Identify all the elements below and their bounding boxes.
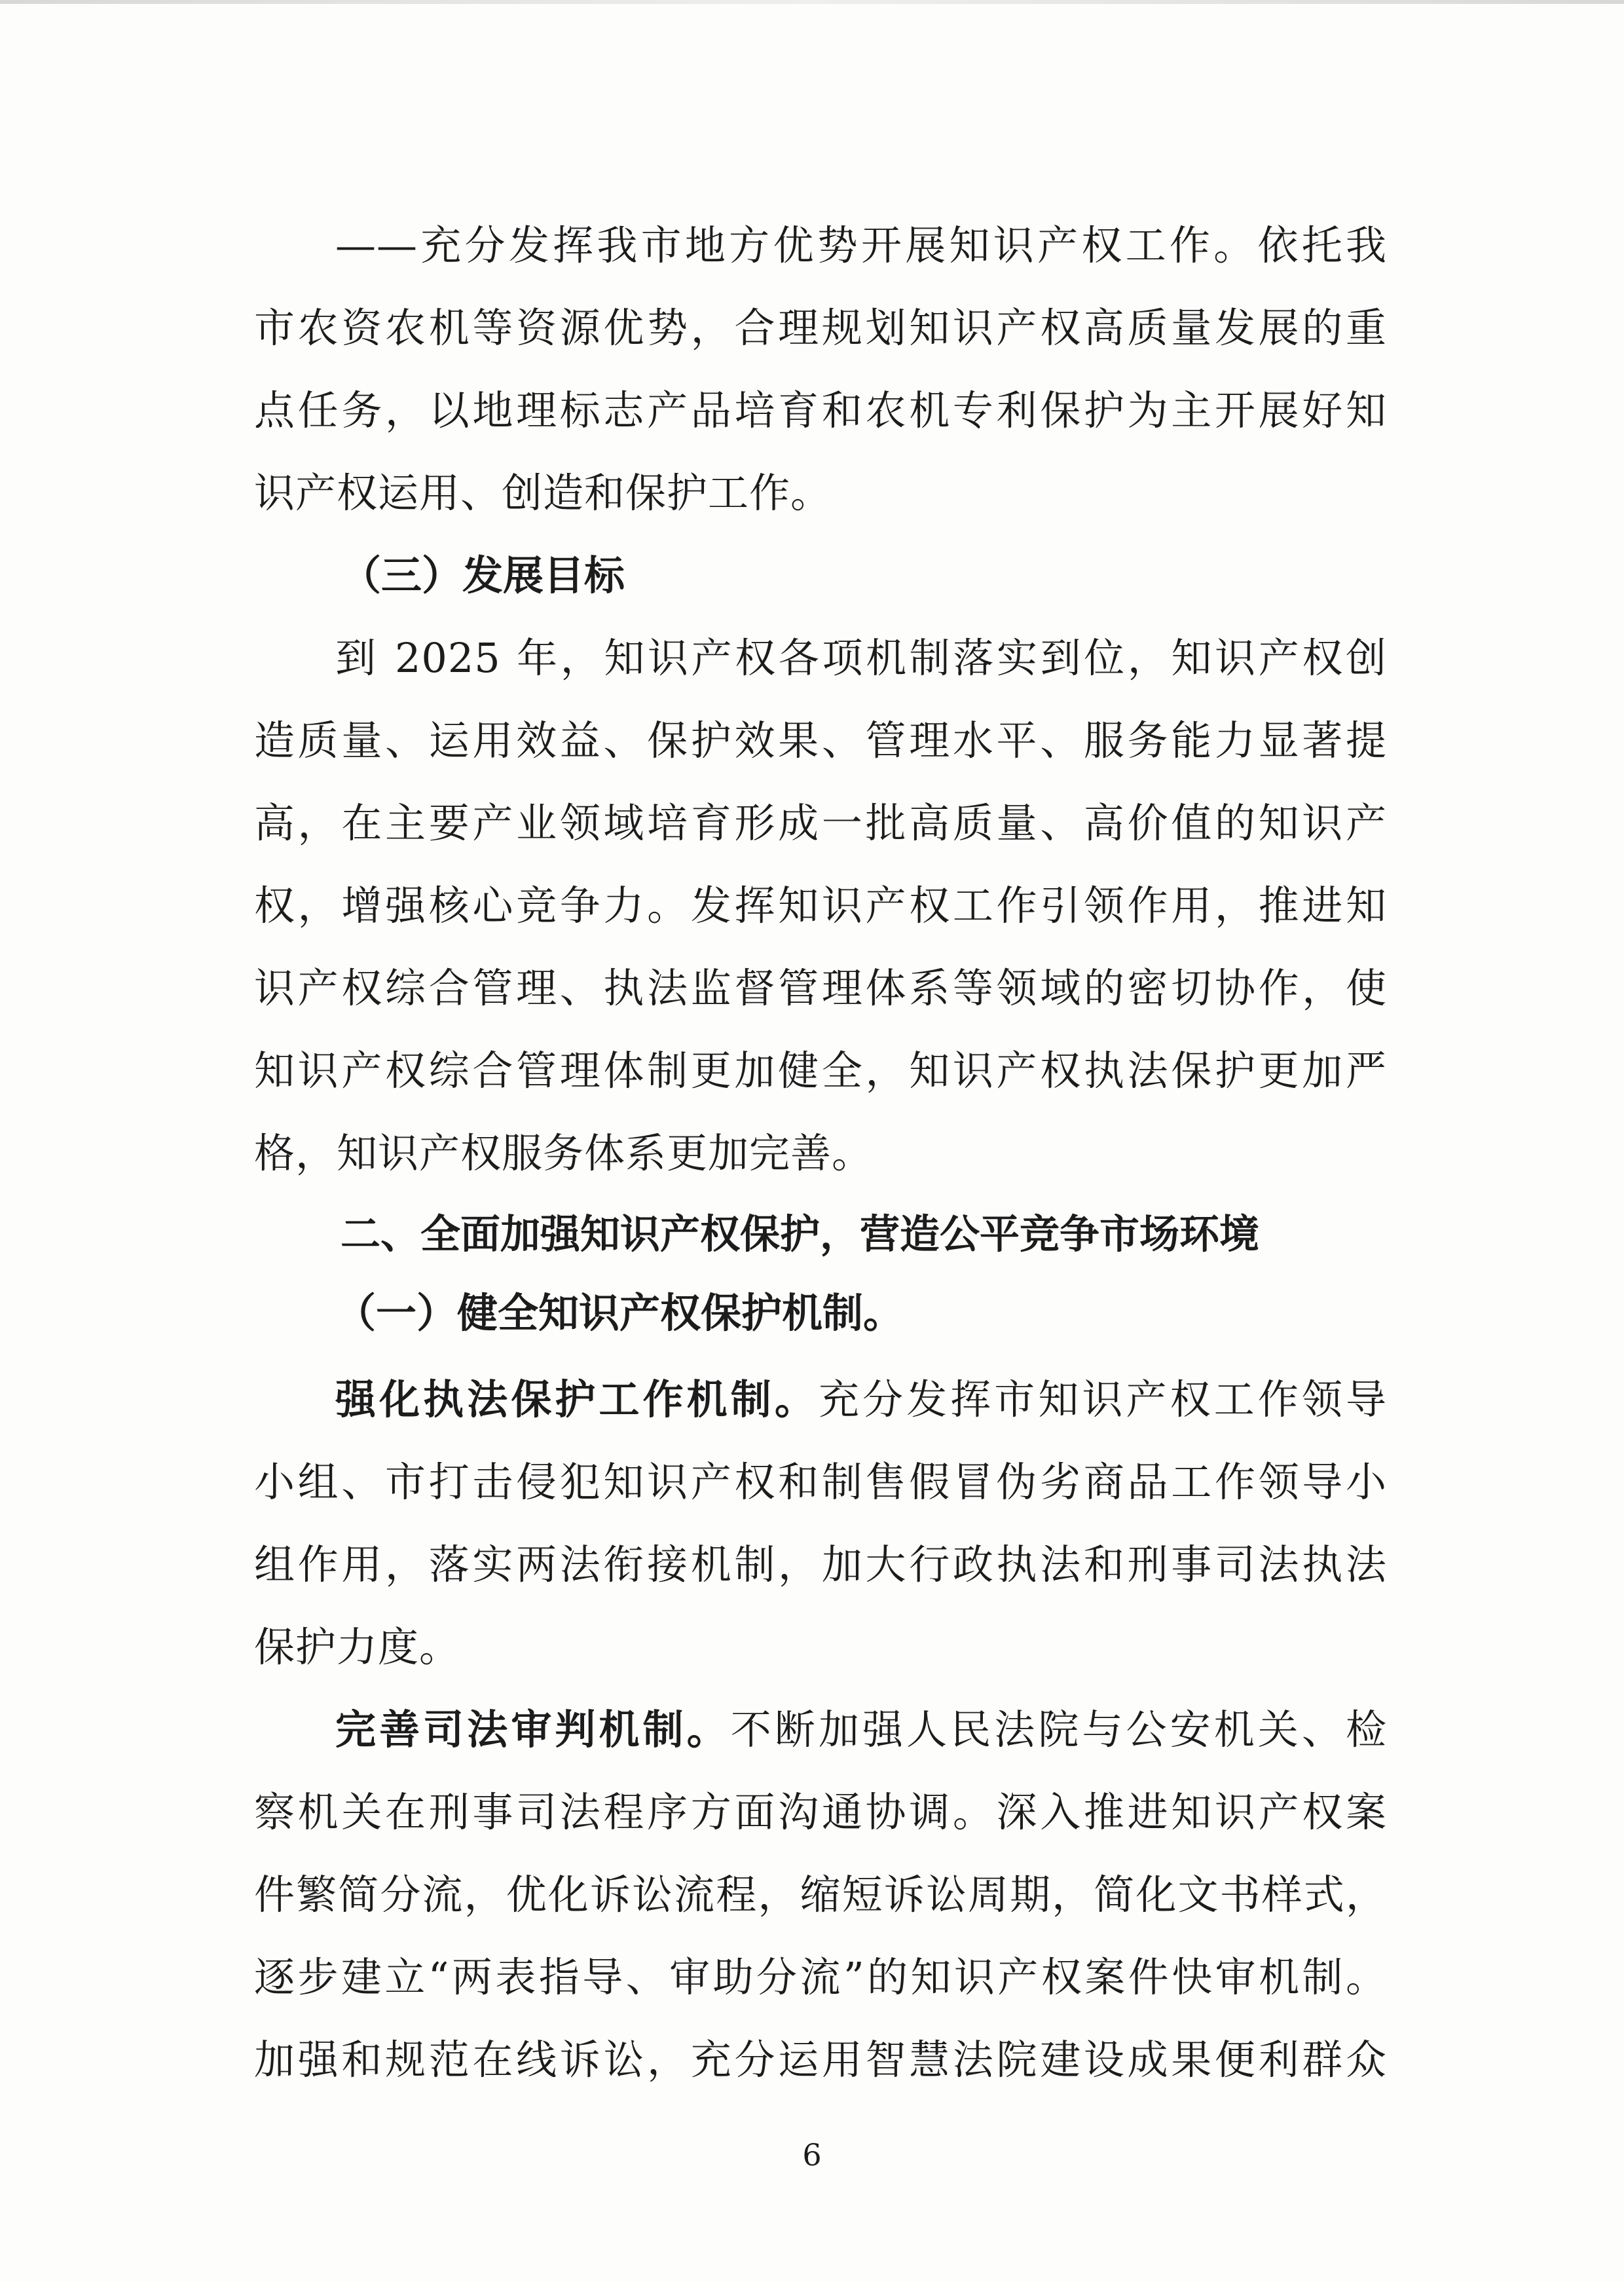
paragraph-3-first-rest: 充分发挥市知识产权工作领导	[818, 1375, 1387, 1423]
page-number: 6	[802, 2137, 822, 2173]
paragraph-3-lead: 强化执法保护工作机制。	[335, 1375, 819, 1423]
heading-development-goals: （三）发展目标	[341, 552, 625, 599]
paragraph-2-line-2: 造质量、运用效益、保护效果、管理水平、服务能力显著提	[254, 717, 1387, 764]
paragraph-4-first-rest: 不断加强人民法院与公安机关、检	[730, 1706, 1387, 1753]
paragraph-1-line-4: 识产权运用、创造和保护工作。	[254, 469, 832, 517]
paragraph-4-line-4: 逐步建立“两表指导、审助分流”的知识产权案件快审机制。	[254, 1953, 1387, 2001]
paragraph-1-line-3: 点任务，以地理标志产品培育和农机专利保护为主开展好知	[254, 386, 1387, 434]
paragraph-2-line-5: 识产权综合管理、执法监督管理体系等领域的密切协作，使	[254, 964, 1387, 1012]
paragraph-2-line-7: 格，知识产权服务体系更加完善。	[254, 1129, 874, 1177]
paragraph-4-line-5: 加强和规范在线诉讼，充分运用智慧法院建设成果便利群众	[254, 2036, 1387, 2084]
paragraph-3-line-1	[254, 1375, 1387, 1424]
paragraph-3-line-4: 保护力度。	[254, 1623, 461, 1671]
paragraph-2-line-3: 高，在主要产业领域培育形成一批高质量、高价值的知识产	[254, 799, 1387, 847]
heading-subsection-1: （一）健全知识产权保护机制。	[335, 1289, 904, 1337]
heading-section-2: 二、全面加强知识产权保护，营造公平竞争市场环境	[341, 1211, 1260, 1258]
paragraph-2-line-1: 到 2025 年，知识产权各项机制落实到位，知识产权创	[335, 634, 1387, 682]
scan-edge	[0, 0, 1624, 4]
paragraph-3-line-3: 组作用，落实两法衔接机制，加大行政执法和刑事司法执法	[254, 1541, 1387, 1588]
paragraph-4-lead: 完善司法审判机制。	[335, 1706, 731, 1753]
paragraph-4-line-3: 件繁简分流，优化诉讼流程，缩短诉讼周期，简化文书样式，	[254, 1871, 1387, 1918]
paragraph-4-line-1	[254, 1706, 1387, 1754]
paragraph-2-line-4: 权，增强核心竞争力。发挥知识产权工作引领作用，推进知	[254, 882, 1387, 929]
paragraph-2-line-6: 知识产权综合管理体制更加健全，知识产权执法保护更加严	[254, 1047, 1387, 1094]
paragraph-1-line-1: ——充分发挥我市地方优势开展知识产权工作。依托我	[335, 221, 1387, 269]
paragraph-3-line-2: 小组、市打击侵犯知识产权和制售假冒伪劣商品工作领导小	[254, 1458, 1387, 1506]
paragraph-4-line-2: 察机关在刑事司法程序方面沟通协调。深入推进知识产权案	[254, 1788, 1387, 1836]
paragraph-1-line-2: 市农资农机等资源优势，合理规划知识产权高质量发展的重	[254, 304, 1387, 352]
